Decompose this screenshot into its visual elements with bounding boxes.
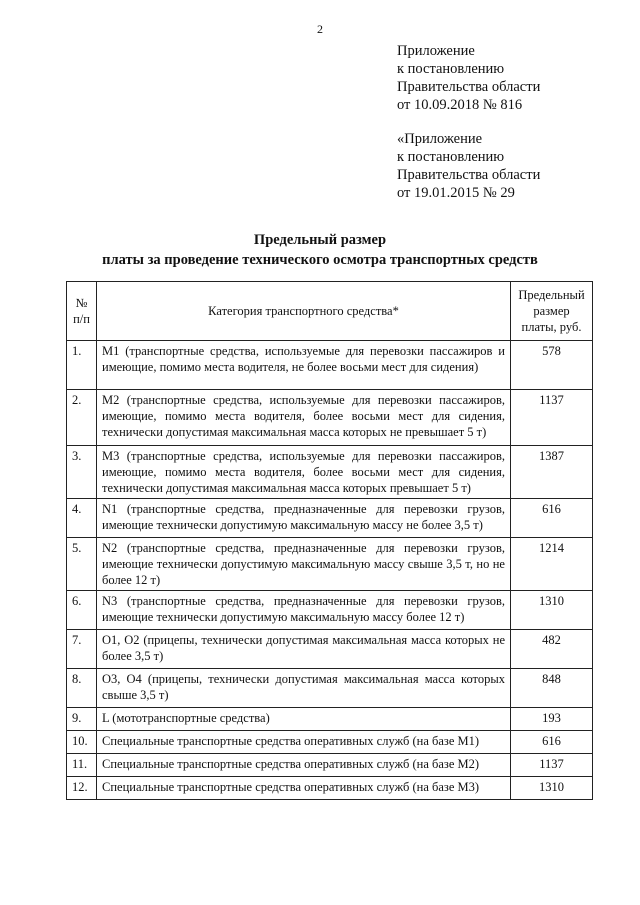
row-number: 2. xyxy=(67,390,97,446)
row-number: 10. xyxy=(67,731,97,754)
table-row xyxy=(67,341,593,390)
row-fee: 616 xyxy=(511,731,593,754)
row-number: 4. xyxy=(67,499,97,538)
appendix-original-line4: от 19.01.2015 № 29 xyxy=(397,185,515,201)
table-row xyxy=(67,731,593,754)
fee-table xyxy=(66,281,593,800)
row-fee: 1214 xyxy=(511,538,593,591)
page-number: 2 xyxy=(317,22,323,36)
row-category: М3 (транспортные средства, используемые для перевозки пассажиров, имеющие, помимо места водителя, более восьми мест для сидения, технически допустимая максимальная масса которых превышает 5 т) xyxy=(97,446,511,499)
row-category: N1 (транспортные средства, предназначенные для перевозки грузов, имеющие технически допустимую максимальную массу не более 3,5 т) xyxy=(97,499,511,538)
row-category: Специальные транспортные средства оперативных служб (на базе М3) xyxy=(97,777,511,800)
row-fee: 616 xyxy=(511,499,593,538)
row-category: Специальные транспортные средства оперативных служб (на базе М2) xyxy=(97,754,511,777)
appendix-original-line1: «Приложение xyxy=(397,131,483,147)
row-number: 7. xyxy=(67,630,97,669)
title-line1: Предельный размер xyxy=(253,232,387,248)
appendix-current-line4: от 10.09.2018 № 816 xyxy=(397,97,523,113)
row-fee: 482 xyxy=(511,630,593,669)
row-fee: 1310 xyxy=(511,591,593,630)
table-row xyxy=(67,630,593,669)
title-line2: платы за проведение технического осмотра транспортных средств xyxy=(102,252,538,268)
appendix-original-line3: Правительства области xyxy=(397,167,541,183)
row-category: Специальные транспортные средства оперативных служб (на базе М1) xyxy=(97,731,511,754)
appendix-original xyxy=(397,130,540,202)
row-fee: 1387 xyxy=(511,446,593,499)
row-fee: 848 xyxy=(511,669,593,708)
table-row xyxy=(67,669,593,708)
table-header-row xyxy=(67,282,593,341)
row-fee: 1137 xyxy=(511,754,593,777)
row-fee: 193 xyxy=(511,708,593,731)
document-title xyxy=(0,230,640,270)
appendix-current-line3: Правительства области xyxy=(397,79,541,95)
row-number: 1. xyxy=(67,341,97,390)
table-row xyxy=(67,591,593,630)
appendix-current-line2: к постановлению xyxy=(397,61,505,77)
row-category: N2 (транспортные средства, предназначенные для перевозки грузов, имеющие технически допустимую максимальную массу свыше 3,5 т, но не более 12 т) xyxy=(97,538,511,591)
table-row xyxy=(67,708,593,731)
row-number: 5. xyxy=(67,538,97,591)
row-fee: 578 xyxy=(511,341,593,390)
header-category: Категория транспортного средства* xyxy=(97,282,511,341)
table-row xyxy=(67,446,593,499)
row-category: М2 (транспортные средства, используемые для перевозки пассажиров, имеющие, помимо места водителя, более восьми мест для сидения, технически допустимая максимальная масса которых не превышает 5 т) xyxy=(97,390,511,446)
row-category: L (мототранспортные средства) xyxy=(97,708,511,731)
appendix-current xyxy=(397,42,540,114)
row-category: O1, O2 (прицепы, технически допустимая максимальная масса которых не более 3,5 т) xyxy=(97,630,511,669)
row-category: М1 (транспортные средства, используемые для перевозки пассажиров и имеющие, помимо места водителя, не более восьми мест для сидения) xyxy=(97,341,511,390)
table-row xyxy=(67,754,593,777)
header-fee: Предельный размер платы, руб. xyxy=(511,282,593,341)
table-row xyxy=(67,538,593,591)
row-category: O3, O4 (прицепы, технически допустимая максимальная масса которых свыше 3,5 т) xyxy=(97,669,511,708)
table-row xyxy=(67,777,593,800)
row-number: 8. xyxy=(67,669,97,708)
appendix-original-line2: к постановлению xyxy=(397,149,505,165)
header-number: № п/п xyxy=(67,282,97,341)
appendix-current-line1: Приложение xyxy=(397,43,475,59)
row-number: 9. xyxy=(67,708,97,731)
row-number: 11. xyxy=(67,754,97,777)
row-number: 6. xyxy=(67,591,97,630)
row-number: 3. xyxy=(67,446,97,499)
row-category: N3 (транспортные средства, предназначенные для перевозки грузов, имеющие технически допустимую максимальную массу более 12 т) xyxy=(97,591,511,630)
table-row xyxy=(67,390,593,446)
table-row xyxy=(67,499,593,538)
row-fee: 1310 xyxy=(511,777,593,800)
row-fee: 1137 xyxy=(511,390,593,446)
row-number: 12. xyxy=(67,777,97,800)
